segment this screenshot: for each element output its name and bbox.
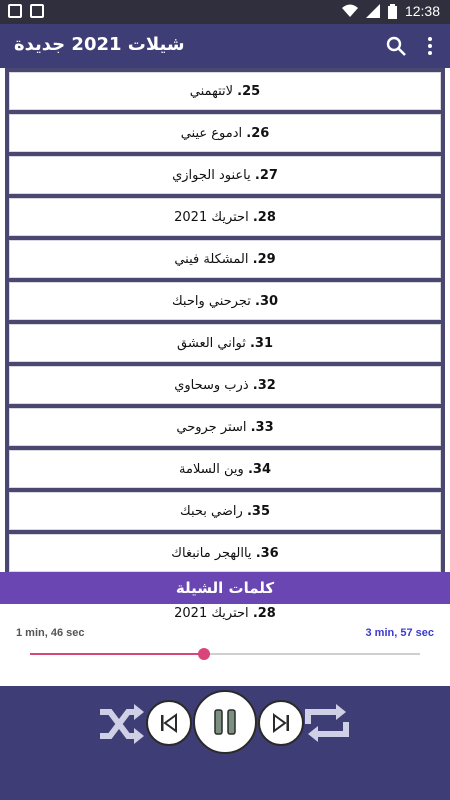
list-item[interactable] [9, 534, 441, 572]
list-item[interactable] [9, 72, 441, 110]
more-vert-icon[interactable] [418, 34, 442, 58]
list-item[interactable] [9, 198, 441, 236]
elapsed-time: 1 min, 46 sec [16, 627, 85, 639]
now-playing-number: 28. [252, 606, 276, 621]
list-item[interactable] [9, 282, 441, 320]
item-title: المشكلة فيني [174, 251, 249, 267]
app-bar [0, 24, 450, 68]
item-title: ياعنود الجوازي [172, 167, 251, 183]
status-bar [0, 0, 450, 24]
seek-bar[interactable] [30, 648, 420, 660]
battery-icon [388, 4, 397, 19]
item-number: 32. [252, 377, 276, 393]
item-title: ادموع عيني [180, 125, 243, 141]
now-playing-name: احتريك 2021 [174, 606, 249, 621]
playback-controls [0, 686, 450, 800]
item-title: استر جروحي [176, 419, 247, 435]
item-title: تجرحني واحبك [171, 293, 251, 309]
seek-thumb[interactable] [198, 648, 210, 660]
list-item[interactable] [9, 450, 441, 488]
item-number: 33. [250, 419, 274, 435]
item-number: 35. [246, 503, 270, 519]
list-item[interactable] [9, 408, 441, 446]
item-number: 29. [252, 251, 276, 267]
image-notification-icon [30, 4, 44, 18]
item-number: 25. [237, 83, 261, 99]
skip-previous-icon [158, 712, 180, 734]
list-item[interactable] [9, 366, 441, 404]
pause-button[interactable] [193, 690, 257, 754]
list-item[interactable] [9, 324, 441, 362]
pause-icon [210, 707, 240, 737]
notification-icons [8, 4, 44, 18]
item-title: راضي بحبك [180, 503, 243, 519]
song-list-inner [5, 68, 445, 572]
next-button[interactable] [258, 700, 304, 746]
search-icon[interactable] [384, 34, 408, 58]
wifi-icon [342, 4, 358, 18]
previous-button[interactable] [146, 700, 192, 746]
app-notification-icon [8, 4, 22, 18]
signal-icon [366, 4, 380, 18]
shuffle-icon[interactable] [98, 704, 144, 744]
list-item[interactable] [9, 114, 441, 152]
item-number: 27. [254, 167, 278, 183]
lyrics-button[interactable]: كلمات الشيلة [0, 572, 450, 604]
item-number: 30. [255, 293, 279, 309]
item-title: وين السلامة [179, 461, 244, 477]
list-item[interactable] [9, 240, 441, 278]
total-duration: 3 min, 57 sec [365, 627, 434, 639]
skip-next-icon [270, 712, 292, 734]
item-number: 26. [246, 125, 270, 141]
item-title: احتريك 2021 [174, 209, 249, 225]
item-number: 36. [255, 545, 279, 561]
song-list[interactable] [0, 68, 450, 572]
list-item[interactable] [9, 492, 441, 530]
item-title: ثواني العشق [177, 335, 246, 351]
list-item[interactable] [9, 156, 441, 194]
item-title: لاتتهمني [189, 83, 234, 99]
item-number: 34. [247, 461, 271, 477]
now-playing-title [0, 606, 450, 621]
item-number: 31. [249, 335, 274, 351]
status-right [342, 3, 440, 19]
page-title: شيلات 2021 جديدة [14, 34, 185, 55]
repeat-icon[interactable] [304, 702, 350, 744]
item-number: 28. [252, 209, 276, 225]
item-title: ياالهجر مانبغاك [171, 545, 252, 561]
seek-progress [30, 653, 204, 655]
clock: 12:38 [404, 3, 440, 19]
item-title: ذرب وسحاوي [174, 377, 249, 393]
